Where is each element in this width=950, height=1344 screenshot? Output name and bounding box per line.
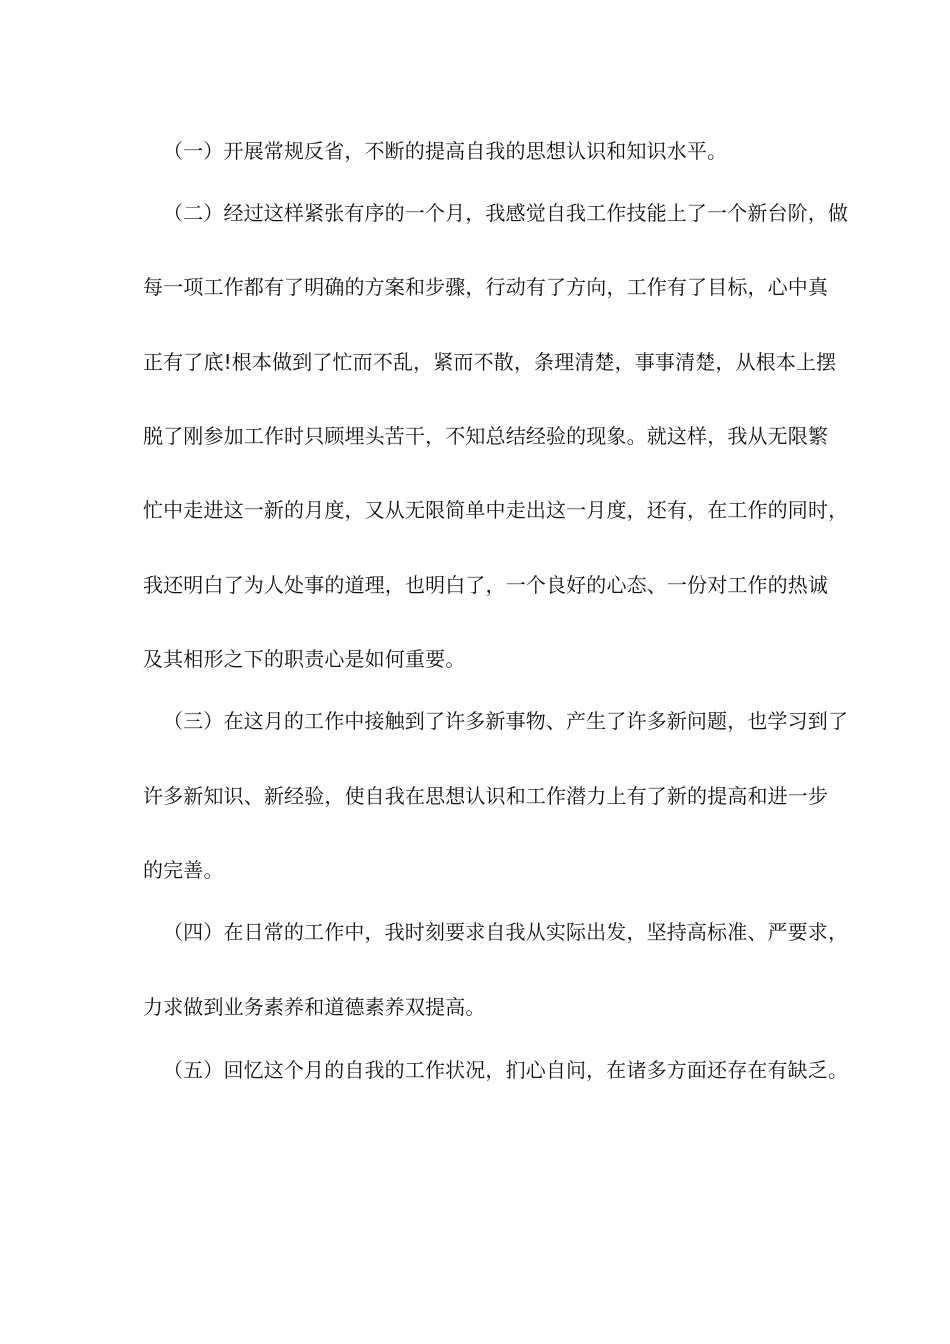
paragraph-2-line-2: 每一项工作都有了明确的方案和步骤，行动有了方向，工作有了目标，心中真	[143, 275, 829, 299]
paragraph-2-line-7: 及其相形之下的职责心是如何重要。	[143, 647, 466, 671]
paragraph-2-line-4: 脱了刚参加工作时只顾埋头苦干，不知总结经验的现象。就这样，我从无限繁	[143, 424, 829, 448]
paragraph-3-line-3: 的完善。	[143, 858, 224, 882]
paragraph-4-line-1: （四）在日常的工作中，我时刻要求自我从实际出发，坚持高标准、严要求，	[163, 920, 849, 944]
paragraph-4-line-2: 力求做到业务素养和道德素养双提高。	[143, 995, 486, 1019]
paragraph-2-line-3: 正有了底!根本做到了忙而不乱，紧而不散，条理清楚，事事清楚，从根本上摆	[143, 350, 837, 374]
paragraph-2-line-5: 忙中走进这一新的月度，又从无限简单中走出这一月度，还有，在工作的同时，	[143, 498, 849, 522]
paragraph-1-line-1: （一）开展常规反省，不断的提高自我的思想认识和知识水平。	[163, 139, 728, 163]
paragraph-5-line-1: （五）回忆这个月的自我的工作状况，扪心自问，在诸多方面还存在有缺乏。	[163, 1058, 849, 1082]
paragraph-3-line-1: （三）在这月的工作中接触到了许多新事物、产生了许多新问题，也学习到了	[163, 709, 849, 733]
paragraph-2-line-1: （二）经过这样紧张有序的一个月，我感觉自我工作技能上了一个新台阶，做	[163, 201, 849, 225]
paragraph-3-line-2: 许多新知识、新经验，使自我在思想认识和工作潜力上有了新的提高和进一步	[143, 784, 829, 808]
paragraph-2-line-6: 我还明白了为人处事的道理，也明白了，一个良好的心态、一份对工作的热诚	[143, 573, 829, 597]
